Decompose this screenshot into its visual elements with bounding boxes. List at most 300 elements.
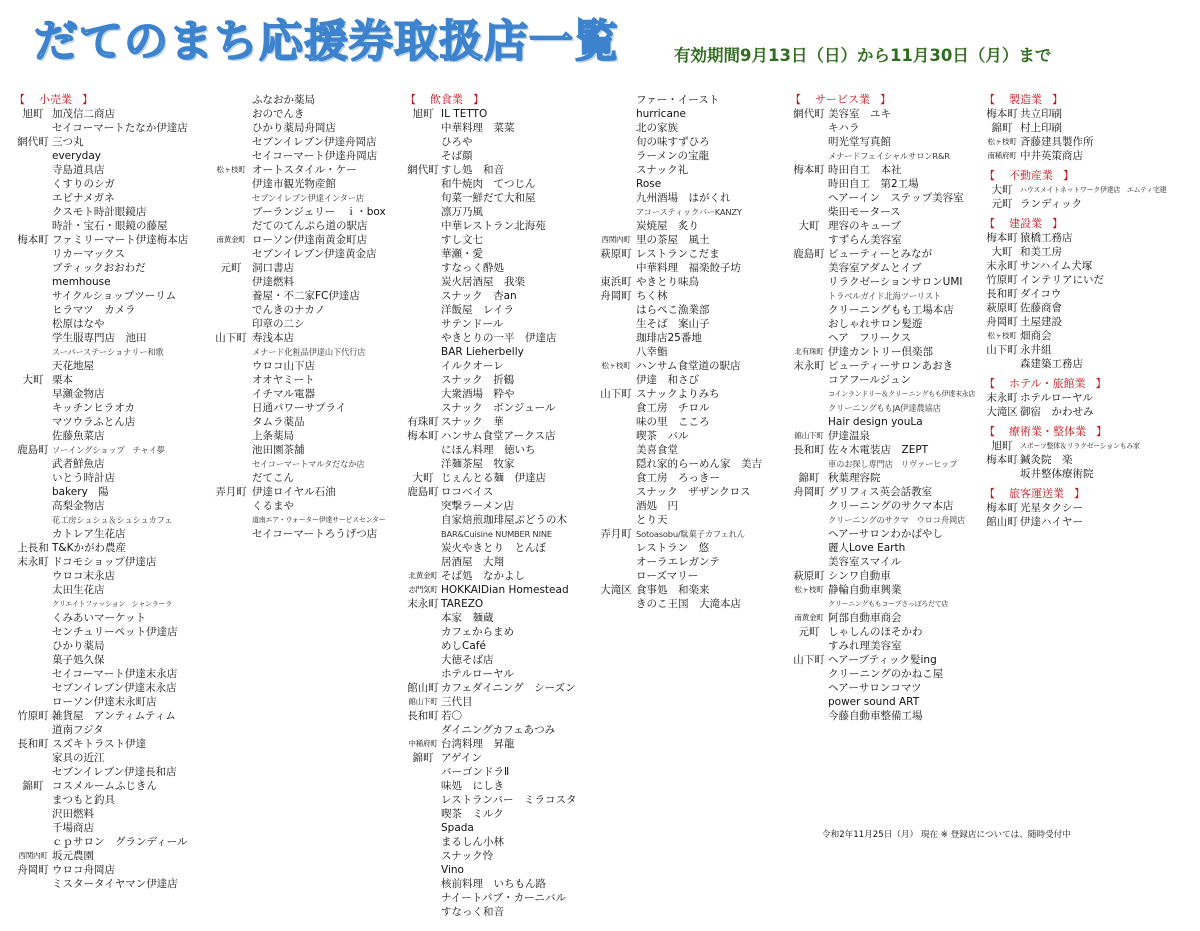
store-name: ブーランジェリー ｉ・box <box>252 206 386 218</box>
store-row <box>210 345 386 359</box>
store-row <box>405 751 576 765</box>
footer-note: 令和2年11月25日（月） 現在 ※ 登録店については、随時受付中 <box>822 830 1071 840</box>
store-name: ミスタータイヤマン伊達店 <box>52 878 178 890</box>
store-row <box>790 429 975 443</box>
store-name: 九州酒場 はがくれ <box>636 192 731 204</box>
store-name: 生そば 案山子 <box>636 318 710 330</box>
store-row <box>14 471 188 485</box>
store-name: 伊達ハイヤー <box>1020 516 1083 528</box>
area-name <box>790 401 828 415</box>
store-row <box>790 611 975 625</box>
store-row <box>210 373 386 387</box>
store-name: 隠れ家的らーめん家 美吉 <box>636 458 762 470</box>
store-name: 土屋建設 <box>1020 316 1062 328</box>
store-name: ハンサム食堂道の駅店 <box>636 360 741 372</box>
store-row <box>14 625 188 639</box>
area-name: 旭町 <box>412 108 434 120</box>
store-row <box>405 387 576 401</box>
store-row <box>596 583 762 597</box>
store-row <box>14 765 188 779</box>
area-name <box>596 191 636 205</box>
store-row <box>405 625 576 639</box>
area-name <box>210 359 252 373</box>
store-name: ひろや <box>441 136 473 148</box>
store-name: くすりのシガ <box>52 178 115 190</box>
store-row <box>984 259 1166 273</box>
store-row <box>210 457 386 471</box>
store-row <box>405 457 576 471</box>
store-name: 菓子処久保 <box>52 654 105 666</box>
store-row <box>405 443 576 457</box>
area-name <box>596 93 636 107</box>
store-name: 日通パワーサプライ <box>252 402 347 414</box>
area-name <box>790 667 828 681</box>
store-name: 中華料理 菜菜 <box>441 122 515 134</box>
area-name <box>405 877 441 891</box>
section-name: 旅客運送業 <box>1009 487 1064 500</box>
store-name: 和美工房 <box>1020 246 1062 258</box>
area-name <box>14 569 52 583</box>
area-name <box>596 597 636 611</box>
store-name: 柴田モータース <box>828 206 901 218</box>
store-name: IL TETTO <box>441 108 488 120</box>
store-row <box>14 303 188 317</box>
area-name <box>405 247 441 261</box>
store-name: 食工房 ろっきー <box>636 472 720 484</box>
store-name: にほん料理 徳いち <box>441 444 536 456</box>
area-name: 末永町 <box>793 360 825 372</box>
area-name <box>210 121 252 135</box>
store-row <box>210 429 386 443</box>
store-name: ヘア フリークス <box>828 332 912 344</box>
store-name: memhouse <box>52 276 111 288</box>
area-name <box>596 471 636 485</box>
area-name <box>14 835 52 849</box>
store-row <box>596 247 762 261</box>
store-row <box>790 177 975 191</box>
store-name: キッチンヒラオカ <box>52 402 135 414</box>
store-row <box>405 471 576 485</box>
store-row <box>596 597 762 611</box>
area-name <box>790 289 828 303</box>
store-row <box>210 471 386 485</box>
store-name: クスモト時計眼鏡店 <box>52 206 147 218</box>
area-name <box>790 121 828 135</box>
store-row <box>596 429 762 443</box>
store-row <box>596 443 762 457</box>
store-name: 武者鮮魚店 <box>52 458 105 470</box>
area-name <box>790 541 828 555</box>
area-name <box>210 345 252 359</box>
store-name: キハラ <box>828 122 860 134</box>
store-name: ウロコ舟岡店 <box>52 864 115 876</box>
store-name: リラクゼーションサロンUMI <box>828 276 963 288</box>
area-name <box>405 135 441 149</box>
store-row <box>14 149 188 163</box>
area-name <box>596 135 636 149</box>
area-name <box>210 303 252 317</box>
area-name: 長和町 <box>407 710 439 722</box>
store-name: メナード化粧品伊達山下代行店 <box>252 347 366 357</box>
store-name: 千場商店 <box>52 822 94 834</box>
store-row <box>405 891 576 905</box>
area-name: 鹿島町 <box>407 486 439 498</box>
section-heading: 【 療術業・整体業 】 <box>984 425 1107 438</box>
area-name <box>405 541 441 555</box>
section-heading: 【 ホテル・旅館業 】 <box>984 377 1107 390</box>
store-row <box>210 401 386 415</box>
store-name: 喫茶 バル <box>636 430 689 442</box>
store-row <box>405 877 576 891</box>
store-row <box>790 107 975 121</box>
store-row <box>790 667 975 681</box>
store-row <box>596 513 762 527</box>
store-name: メナードフェイシャルサロンR&R <box>828 151 950 161</box>
store-row <box>405 107 576 121</box>
area-name: 元町 <box>220 262 242 274</box>
area-name <box>596 219 636 233</box>
store-row <box>405 401 576 415</box>
store-row <box>984 183 1166 197</box>
area-name <box>210 177 252 191</box>
store-name: Hair design youLa <box>828 416 923 428</box>
section-name: 小売業 <box>39 93 72 106</box>
store-row <box>210 261 386 275</box>
store-row <box>405 303 576 317</box>
store-row <box>210 135 386 149</box>
store-name: めしCafé <box>441 640 486 652</box>
store-row <box>210 527 386 541</box>
store-name: スナック怜 <box>441 850 494 862</box>
store-name: ふなおか薬局 <box>252 94 315 106</box>
store-row <box>790 219 975 233</box>
store-name: まるしん小林 <box>441 836 504 848</box>
store-row <box>405 779 576 793</box>
area-name <box>790 149 828 163</box>
store-row <box>790 121 975 135</box>
area-name <box>14 401 52 415</box>
store-row <box>405 289 576 303</box>
store-name: センチュリーペット伊達店 <box>52 626 178 638</box>
store-row <box>14 177 188 191</box>
area-name <box>14 163 52 177</box>
store-row <box>790 555 975 569</box>
store-name: 旬菜一鮮だて大和屋 <box>441 192 536 204</box>
section-name: 建設業 <box>1009 217 1042 230</box>
store-name: 池田園茶舗 <box>252 444 305 456</box>
store-name: ダイニングカフェあつみ <box>441 724 556 736</box>
area-name <box>790 499 828 513</box>
store-name: 突撃ラーメン店 <box>441 500 514 512</box>
store-row <box>984 405 1166 419</box>
store-row <box>405 513 576 527</box>
column-2 <box>210 93 386 541</box>
area-name: 鹿島町 <box>17 444 49 456</box>
store-row <box>405 275 576 289</box>
store-name: くるまや <box>252 500 294 512</box>
store-name: 上条薬局 <box>252 430 294 442</box>
store-name: 洞口書店 <box>252 262 294 274</box>
store-name: bakery 陽 <box>52 486 109 498</box>
store-row <box>984 391 1166 405</box>
store-row <box>405 723 576 737</box>
area-name <box>210 135 252 149</box>
store-row <box>405 163 576 177</box>
store-name: オーラエレガンテ <box>636 556 720 568</box>
store-name: アゲイン <box>441 752 482 764</box>
page-title: だてのまち応援券取扱店一覧 <box>34 16 619 67</box>
area-name <box>14 667 52 681</box>
area-name: 南黄金町 <box>794 613 824 622</box>
store-name: 核前料理 いちもん路 <box>441 878 546 890</box>
area-name: 有珠町 <box>407 416 439 428</box>
store-name: 時田自工 第2工場 <box>828 178 919 190</box>
area-name <box>405 359 441 373</box>
area-name <box>210 289 252 303</box>
store-name: 坂井整体療術院 <box>1020 468 1094 480</box>
area-name: 山下町 <box>793 654 825 666</box>
store-name: hurricane <box>636 108 686 120</box>
store-name: レストランバー ミラコスタ <box>441 794 577 806</box>
area-name: 館山町 <box>986 516 1018 528</box>
store-name: 和牛焼肉 てつじん <box>441 178 536 190</box>
store-row <box>405 653 576 667</box>
store-row <box>984 343 1166 357</box>
area-name <box>790 597 828 611</box>
store-name: 今藤自動車整備工場 <box>828 710 923 722</box>
store-name: レストラン 悠 <box>636 542 710 554</box>
store-name: ビューティーとみなが <box>828 248 933 260</box>
store-name: 伊達燃料 <box>252 276 294 288</box>
area-name <box>14 457 52 471</box>
area-name: 東浜町 <box>600 276 632 288</box>
store-row <box>790 681 975 695</box>
store-name: エピナメガネ <box>52 192 115 204</box>
area-name: 旭町 <box>991 440 1013 452</box>
store-row <box>14 415 188 429</box>
area-name <box>210 401 252 415</box>
store-row <box>405 611 576 625</box>
store-row <box>405 807 576 821</box>
store-row <box>790 569 975 583</box>
area-name <box>790 457 828 471</box>
store-row <box>984 501 1166 515</box>
area-name <box>14 219 52 233</box>
store-name: 静輪自動車興業 <box>828 584 902 596</box>
store-row <box>14 205 188 219</box>
area-name <box>14 303 52 317</box>
store-row <box>405 233 576 247</box>
store-row <box>14 289 188 303</box>
store-name: インテリアにいだ <box>1020 274 1104 286</box>
area-name <box>405 275 441 289</box>
store-name: すなっく酔処 <box>441 262 504 274</box>
area-name <box>596 331 636 345</box>
area-name <box>14 317 52 331</box>
store-row <box>984 121 1166 135</box>
store-name: 加茂信二商店 <box>52 108 115 120</box>
store-name: ハウスメイトネットワーク伊達店 エムティ宅建 <box>1020 186 1167 194</box>
store-row <box>14 233 188 247</box>
store-row <box>790 149 975 163</box>
area-name: 舟岡町 <box>17 864 49 876</box>
area-name: 山下町 <box>600 388 632 400</box>
store-name: 大徳そば店 <box>441 654 494 666</box>
store-name: イルクオーレ <box>441 360 504 372</box>
store-row <box>14 849 188 863</box>
store-name: ブティックおおわだ <box>52 262 146 274</box>
area-name: 錦町 <box>991 122 1013 134</box>
store-name: ホテルローヤル <box>441 668 514 680</box>
store-row <box>14 429 188 443</box>
store-row <box>790 373 975 387</box>
store-row <box>405 667 576 681</box>
area-name: 舟岡町 <box>600 290 632 302</box>
store-name: セイコーマートマルタだなか店 <box>252 459 365 469</box>
store-row <box>14 541 188 555</box>
store-name: コスメルームふじきん <box>52 780 157 792</box>
store-name: 味の里 こころ <box>636 416 710 428</box>
store-row <box>790 261 975 275</box>
area-name: 舟岡町 <box>793 486 825 498</box>
store-name: だてこん <box>252 472 294 484</box>
area-name <box>405 401 441 415</box>
area-name: 梅本町 <box>793 164 825 176</box>
store-name: 三つ丸 <box>52 136 84 148</box>
store-name: 松原はなや <box>52 318 105 330</box>
store-row <box>596 527 762 541</box>
store-name: スナック ザザンクロス <box>636 486 751 498</box>
area-name: 大滝区 <box>986 406 1018 418</box>
store-row <box>405 205 576 219</box>
store-name: 太田生花店 <box>52 584 105 596</box>
store-name: しゃしんのほそかわ <box>828 626 923 638</box>
area-name <box>14 261 52 275</box>
section-heading: 【 不動産業 】 <box>984 169 1074 182</box>
store-name: 三代目 <box>441 696 473 708</box>
area-name <box>596 345 636 359</box>
store-name: すずらん美容室 <box>828 234 902 246</box>
store-name: トラベルガイド北海ツーリスト <box>828 291 941 301</box>
store-name: 台湾料理 昇龍 <box>441 738 515 750</box>
store-row <box>405 737 576 751</box>
area-name <box>596 121 636 135</box>
store-row <box>596 121 762 135</box>
store-row <box>984 329 1166 343</box>
area-name: 梅本町 <box>986 108 1018 120</box>
area-name <box>405 233 441 247</box>
area-name <box>790 331 828 345</box>
area-name <box>790 555 828 569</box>
store-name: セイコーマート伊達末永店 <box>52 668 178 680</box>
store-row <box>14 457 188 471</box>
store-name: 栗本 <box>52 374 73 386</box>
store-row <box>405 149 576 163</box>
area-name <box>14 149 52 163</box>
store-row <box>405 485 576 499</box>
store-row <box>405 583 576 597</box>
store-row <box>14 835 188 849</box>
store-row <box>14 695 188 709</box>
store-name: レストランこだま <box>636 248 720 260</box>
store-name: ちく林 <box>636 290 668 302</box>
store-row <box>984 107 1166 121</box>
store-name: 中華レストラン北海苑 <box>441 220 546 232</box>
area-name <box>790 317 828 331</box>
store-name: クリーニングのサクマ ウロコ舟岡店 <box>828 515 966 525</box>
store-row <box>210 233 386 247</box>
store-name: 猿橋工務店 <box>1020 232 1073 244</box>
area-name <box>14 527 52 541</box>
store-name: スナック 折鶴 <box>441 374 515 386</box>
store-row <box>14 275 188 289</box>
area-name <box>790 527 828 541</box>
store-row <box>210 177 386 191</box>
area-name <box>596 149 636 163</box>
section-name: 不動産業 <box>1009 169 1053 182</box>
store-name: 共立印刷 <box>1020 108 1062 120</box>
store-row <box>14 499 188 513</box>
area-name: 西関内町 <box>18 851 48 860</box>
store-name: 印章の二シ <box>252 318 305 330</box>
store-row <box>984 149 1166 163</box>
store-row <box>14 597 188 611</box>
area-name <box>790 135 828 149</box>
area-name <box>405 723 441 737</box>
store-name: そば処 なかよし <box>441 570 525 582</box>
store-row <box>14 611 188 625</box>
store-name: 洋飯屋 レイラ <box>441 304 514 316</box>
area-name: 松ヶ枝町 <box>601 361 631 370</box>
area-name <box>210 387 252 401</box>
area-name <box>405 807 441 821</box>
store-row <box>14 261 188 275</box>
store-row <box>984 315 1166 329</box>
store-name: スナックよりみち <box>636 388 720 400</box>
store-name: だてのてんぷら道の駅店 <box>252 220 368 232</box>
store-name: 花工房シュシュ＆シュシュカフェ <box>52 515 173 525</box>
area-name: 上長和 <box>17 542 49 554</box>
store-row <box>14 485 188 499</box>
area-name <box>14 513 52 527</box>
store-name: スーパーステーショナリー和歌 <box>52 347 164 357</box>
store-name: ウロコ山下店 <box>252 360 315 372</box>
area-name: 末永町 <box>986 392 1018 404</box>
store-row <box>790 191 975 205</box>
area-name <box>405 653 441 667</box>
store-name: ソーイングショップ チャイ夢 <box>52 445 165 455</box>
store-name: きのこ王国 大滝本店 <box>636 598 741 610</box>
area-name <box>596 485 636 499</box>
store-name: 斉藤建具製作所 <box>1020 136 1094 148</box>
area-name <box>14 639 52 653</box>
store-name: 秋葉理容院 <box>828 472 881 484</box>
store-row <box>14 121 188 135</box>
store-row <box>14 513 188 527</box>
store-row <box>596 415 762 429</box>
section-name: サービス業 <box>815 93 870 106</box>
store-name: いとう時計店 <box>52 472 115 484</box>
area-name: 弄月町 <box>215 486 247 498</box>
area-name <box>790 639 828 653</box>
store-row <box>405 247 576 261</box>
store-name: スナック礼 <box>636 164 689 176</box>
area-name: 館山下町 <box>794 431 824 440</box>
area-name: 山下町 <box>215 332 247 344</box>
area-name <box>596 429 636 443</box>
area-name <box>210 527 252 541</box>
area-name <box>596 303 636 317</box>
